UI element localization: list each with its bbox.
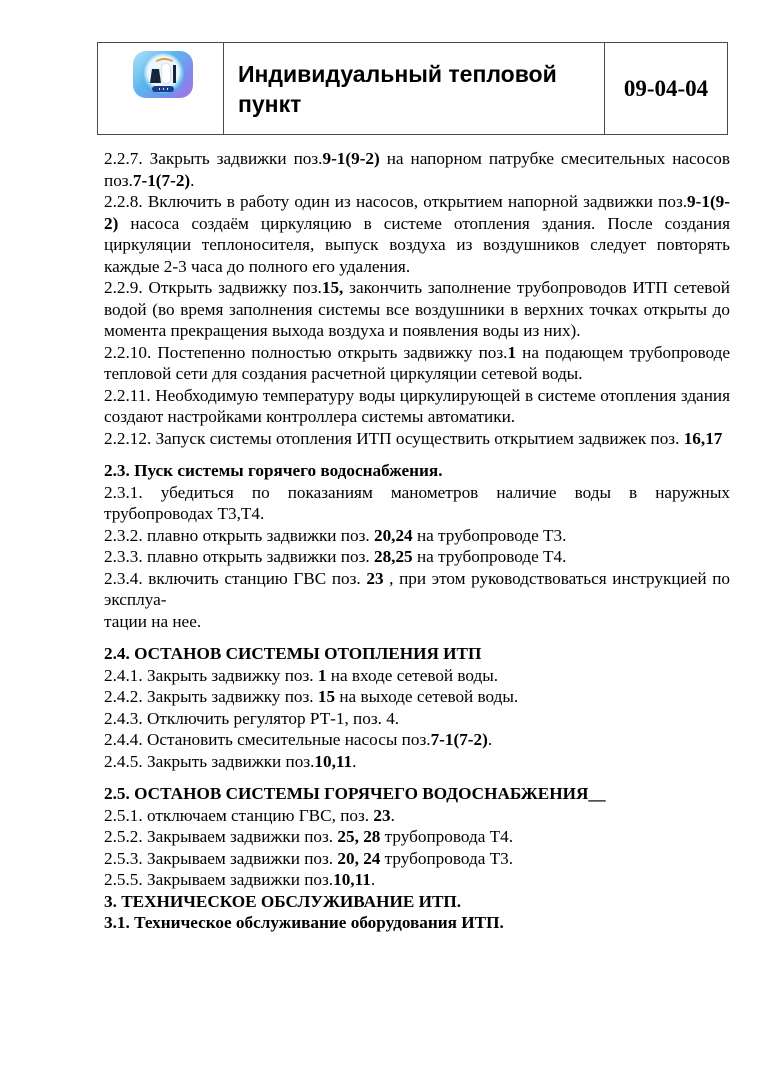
paragraph-2-5-5	[104, 869, 730, 891]
document-title: Индивидуальный тепловой пункт	[224, 43, 605, 134]
text-run: 2.4.1. Закрыть задвижку поз.	[104, 665, 318, 685]
paragraph-2-5-2	[104, 826, 730, 848]
text-run: 2.3.2. плавно открыть задвижки поз.	[104, 525, 374, 545]
text-run: , при этом руководствоваться инструкцией по эксплуа-	[104, 568, 730, 609]
paragraph-2-4	[104, 643, 730, 665]
paragraph-2-3-3	[104, 546, 730, 568]
paragraph-2-3-4	[104, 568, 730, 633]
text-run: тации на нее.	[104, 611, 202, 631]
paragraph-2-2-12	[104, 428, 730, 450]
paragraph-2-3-2	[104, 525, 730, 547]
text-run: 2.2.7. Закрыть задвижки поз.	[104, 149, 323, 168]
bold-text-run: 25, 28	[337, 827, 381, 846]
text-run: 2.4.3. Отключить регулятор РТ-1, поз. 4.	[104, 708, 400, 728]
paragraph-3	[104, 891, 730, 913]
text-run: 2.5.5. Закрываем задвижки поз.	[104, 870, 334, 889]
text-run: 2.2.11. Необходимую температуру воды циркулирующей в системе отопления здания создают настройками контроллера системы автоматики.	[104, 385, 730, 426]
document-header	[97, 42, 728, 135]
bold-text-run: 2.5. ОСТАНОВ СИСТЕМЫ ГОРЯЧЕГО ВОДОСНАБЖЕНИЯ__	[104, 784, 606, 803]
text-run: 2.2.9. Открыть задвижку поз.	[104, 278, 322, 297]
steam-shape	[162, 64, 170, 83]
paragraph-2-4-5	[104, 751, 730, 773]
text-run: 2.5.1. отключаем станцию ГВС, поз.	[104, 805, 374, 825]
text-run: 2.5.2. Закрываем задвижки поз.	[104, 827, 338, 846]
bold-text-run: 1	[317, 665, 327, 685]
paragraph-2-2-10	[104, 342, 730, 385]
text-run: 2.4.5. Закрыть задвижки поз.	[104, 751, 315, 771]
text-run: 2.4.4. Остановить смесительные насосы поз.	[104, 730, 431, 749]
bold-text-run: 15	[317, 687, 336, 706]
paragraph-2-2-8	[104, 191, 730, 277]
paragraph-2-5-3	[104, 848, 730, 870]
text-run: 2.3.3. плавно открыть задвижки поз.	[104, 547, 374, 566]
text-run: 2.2.8. Включить в работу один из насосов, открытием напорной задвижки поз.	[104, 192, 688, 211]
text-run: 2.2.10. Постепенно полностью открыть задвижку поз.	[104, 342, 508, 362]
logo-ribbon	[152, 86, 174, 92]
bold-text-run: 3. ТЕХНИЧЕСКОЕ ОБСЛУЖИВАНИЕ ИТП.	[104, 891, 462, 911]
text-run: на трубопроводе Т4.	[412, 547, 567, 566]
text-run: 2.2.12. Запуск системы отопления ИТП осуществить открытием задвижек поз.	[104, 428, 684, 448]
bold-text-run: 23	[366, 568, 384, 588]
paragraph-2-4-1	[104, 665, 730, 687]
bold-text-run: 9-1(9-2)	[322, 149, 380, 168]
text-run: .	[370, 870, 376, 889]
paragraph-2-4-3	[104, 708, 730, 730]
document-number: 09-04-04	[623, 75, 709, 101]
text-run: .	[190, 170, 195, 190]
paragraph-3-1	[104, 912, 730, 934]
paragraph-2-5-1	[104, 805, 730, 827]
bold-text-run: 16,17	[683, 428, 723, 448]
bold-text-run: 1	[507, 342, 517, 362]
text-run: на подающем трубопроводе тепловой сети для создания расчетной циркуляции сетевой воды.	[104, 342, 730, 383]
text-run: закончить заполнение трубопроводов ИТП сетевой водой (во время заполнения системы все воздушники в верхних точках открыты до момента прекращения выхода воздуха и появления воды из них).	[104, 278, 730, 340]
paragraph-2-4-2	[104, 686, 730, 708]
chimney-icon	[173, 65, 176, 83]
bold-text-run: 7-1(7-2)	[430, 730, 488, 749]
text-run: на напорном патрубке смесительных насосов поз.	[104, 149, 731, 190]
logo-circle	[142, 53, 184, 95]
bold-text-run: 20,24	[373, 525, 413, 545]
text-run: на входе сетевой воды.	[326, 665, 499, 685]
text-run: 2.5.3. Закрываем задвижки поз.	[104, 848, 338, 868]
company-logo-icon	[133, 51, 193, 98]
document-body	[104, 148, 730, 934]
text-run: на выходе сетевой воды.	[335, 687, 519, 706]
paragraph-2-2-7	[104, 148, 730, 191]
bold-text-run: 10,11	[314, 751, 353, 771]
bold-text-run: 20, 24	[337, 848, 381, 868]
bold-text-run: 9-1(9-2)	[104, 192, 730, 233]
paragraph-2-4-4	[104, 729, 730, 751]
paragraph-2-3	[104, 460, 730, 482]
paragraph-2-2-9	[104, 277, 730, 342]
bold-text-run: 28,25	[373, 547, 413, 566]
bold-text-run: 2.4. ОСТАНОВ СИСТЕМЫ ОТОПЛЕНИЯ ИТП	[104, 644, 482, 663]
bold-text-run: 23	[373, 805, 391, 825]
text-run: .	[390, 805, 395, 825]
bold-text-run: 10,11	[333, 870, 371, 889]
text-run: трубопровода Т4.	[380, 827, 514, 846]
paragraph-2-2-11	[104, 385, 730, 428]
paragraph-2-5	[104, 783, 730, 805]
text-run: 2.3.1. убедиться по показаниям манометров наличие воды в наружных трубопроводах Т3,Т4.	[104, 482, 730, 523]
paragraph-2-3-1	[104, 482, 730, 525]
text-run: 2.4.2. Закрыть задвижку поз.	[104, 687, 318, 706]
bold-text-run: 7-1(7-2)	[132, 170, 191, 190]
text-run: 2.3.4. включить станцию ГВС поз.	[104, 568, 367, 588]
text-run: .	[352, 751, 357, 771]
logo-cell	[98, 43, 224, 134]
text-run: трубопровода Т3.	[380, 848, 514, 868]
bold-text-run: 15,	[321, 278, 344, 297]
text-run: насоса создаём циркуляцию в системе отопления здания. После создания циркуляции теплоносителя, выпуск воздуха из воздушников следует повторять каждые 2-3 часа до полного его удаления.	[104, 213, 730, 276]
text-run: на трубопроводе Т3.	[412, 525, 567, 545]
bold-text-run: 2.3. Пуск системы горячего водоснабжения.	[104, 461, 443, 480]
bold-text-run: 3.1. Техническое обслуживание оборудования ИТП.	[104, 913, 504, 932]
text-run: .	[487, 730, 493, 749]
